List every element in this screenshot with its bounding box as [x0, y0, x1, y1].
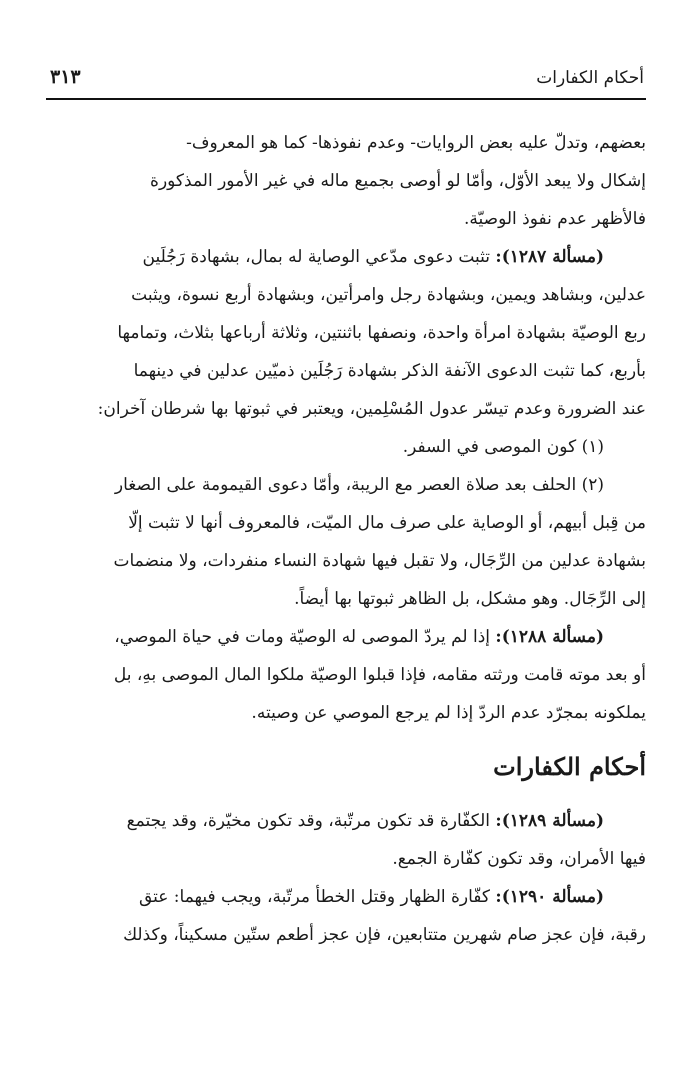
text-line	[46, 878, 646, 916]
text-line: عدلين، وبشاهد ويمين، وبشهادة رجل وامرأتين، وبشهادة أربع نسوة، ويثبت	[131, 285, 646, 305]
text-line: من قِبل أبيهم، أو الوصاية على صرف مال الميّت، فالمعروف أنها لا تثبت إلّا	[128, 513, 646, 533]
text-line: رقبة، فإن عجز صام شهرين متتابعين، فإن عجز أطعم ستّين مسكيناً، وكذلك	[123, 925, 646, 945]
issue-1287	[46, 238, 646, 428]
issue-label: (مسألة ١٢٨٨):	[495, 627, 604, 647]
header-title: أحكام الكفارات	[536, 68, 644, 88]
issue-label: (مسألة ١٢٩٠):	[495, 887, 604, 907]
issue-1288	[46, 618, 646, 732]
text-line: فيها الأمران، وقد تكون كفّارة الجمع.	[392, 849, 646, 869]
text-line: إلى الرِّجَال. وهو مشكل، بل الظاهر ثبوتها بها أيضاً.	[294, 589, 646, 609]
page-body	[46, 124, 646, 954]
text-line	[46, 238, 646, 276]
text-line: يملكونه بمجرّد عدم الردّ إذا لم يرجع الموصي عن وصيته.	[251, 703, 646, 723]
paragraph-continuation	[46, 124, 646, 238]
issue-label: (مسألة ١٢٨٧):	[495, 247, 604, 267]
issue-1289	[46, 802, 646, 878]
text-line: بعضهم، وتدلّ عليه بعض الروايات- وعدم نفوذها- كما هو المعروف-	[186, 133, 646, 153]
issue-text: كفّارة الظهار وقتل الخطأ مرتّبة، ويجب فيهما: عتق	[138, 887, 491, 907]
text-line	[46, 802, 646, 840]
text-line: إشكال ولا يبعد الأوّل، وأمّا لو أوصى بجميع ماله في غير الأمور المذكورة	[150, 171, 646, 191]
text-line: بشهادة عدلين من الرِّجَال، ولا تقبل فيها شهادة النساء منفردات، ولا منضمات	[113, 551, 646, 571]
text-line: عند الضرورة وعدم تيسّر عدول المُسْلِمين، ويعتبر في ثبوتها بها شرطان آخران:	[97, 399, 646, 419]
text-line: بأربع، كما تثبت الدعوى الآنفة الذكر بشهادة رَجُلَين ذميّين عدلين في دينهما	[133, 361, 646, 381]
issue-text: إذا لم يردّ الموصى له الوصيّة ومات في حياة الموصي،	[114, 627, 491, 647]
text-line: أو بعد موته قامت ورثته مقامه، فإذا قبلوا الوصيّة ملكوا المال الموصى بهِ، بل	[113, 665, 646, 685]
issue-text: تثبت دعوى مدّعي الوصاية له بمال، بشهادة رَجُلَين	[142, 247, 491, 267]
condition-2	[46, 466, 646, 618]
text-line: ربع الوصيّة بشهادة امرأة واحدة، ونصفها باثنتين، وثلاثة أرباعها بثلاث، وتمامها	[117, 323, 646, 343]
text-line	[46, 618, 646, 656]
section-title: أحكام الكفارات	[493, 752, 646, 781]
issue-label: (مسألة ١٢٨٩):	[495, 811, 604, 831]
running-header	[46, 58, 646, 100]
issue-text: الكفّارة قد تكون مرتّبة، وقد تكون مخيّرة، وقد يجتمع	[126, 811, 491, 831]
text-line: (٢) الحلف بعد صلاة العصر مع الريبة، وأمّا دعوى القيمومة على الصغار	[114, 475, 604, 495]
condition-1: (١) كون الموصى في السفر.	[402, 437, 604, 457]
text-line: فالأظهر عدم نفوذ الوصيّة.	[463, 209, 646, 229]
issue-1290	[46, 878, 646, 954]
page-number: ٣١٣	[50, 66, 81, 88]
